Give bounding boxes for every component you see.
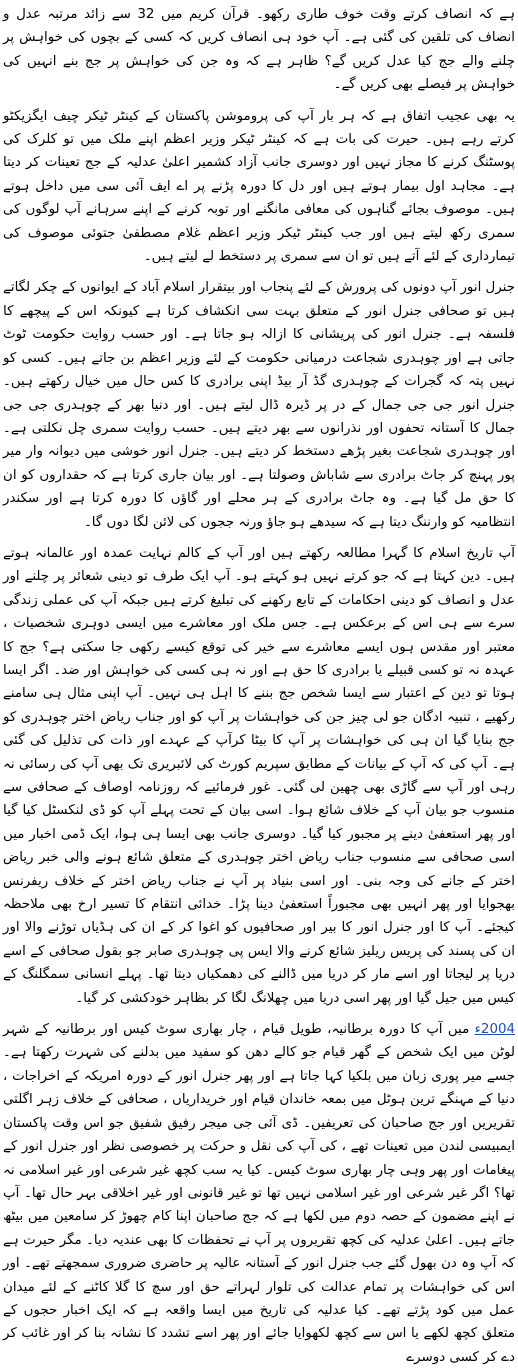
article-paragraph: آپ تاریخ اسلام کا گہرا مطالعہ رکھتے ہیں اور آپ کے کالم نہایت عمدہ اور عالمانہ ہوتے ہیں۔ دین کہتا ہے کہ جو کرتے نہیں ہو کہتے ہو۔ آپ ایک طرف تو دینی شعائر پر چلنے اور عدل و انصاف کو دینی احکامات کے تابع رکھنے کی تبلیغ کرتے ہیں جبکہ آپ کی عملی زندگی سرے سے ہی اس کے برعکس ہے۔ جس ملک اور معاشرے میں ایسی دوہری شخصیات ، معتبر اور مقدس ہوں ایسے معاشرے سے خیر کی توقع کیسے رکھی جا سکتی ہے؟ جج کا عہدہ نہ تو کسی قبیلے یا برادری کا حق ہے اور نہ ہی کسی کی خواہش اور ضد۔ اگر ایسا ہوتا تو دین کے اعتبار سے ایسا شخص جج بننے کا اہل ہی نہیں۔ آپ اپنی مثال ہی سامنے رکھیے ، تنبیہ ادگان جو لی چیز جن کی خواہشات پر آپ کو اور جناب ریاض اختر چوہدری کو جج بنایا گیا ان ہی کی خواہشات پر آپ کا بیٹا کرآپ کے عہدے اور ذات کی تذلیل کی گئی ہے۔ آپ کی کہ آپ کے بیانات کے مطابق سپریم کورٹ کی لائبریری تک بھی آپ کی رسائی نہ رہی اور آپ سے گاڑی بھی چھین لی گئی۔ غور فرمائیے کہ روزنامہ اوصاف کے صحافی سے منسوب جو بیان آپ کے خلاف شائع ہوا۔ اسی بیان کے تحت پہلے آپ کو ڈی لنکسٹل کیا گیا اور پھر استعفیٰ دینے پر مجبور کیا گیا۔ دوسری جانب بھی ایسا ہی ہوا، ایک ڈمی اخبار میں اسی صحافی سے منسوب جناب ریاض اختر چوہدری کے متعلق شائع ہونے والی خبر ریاض اختر کے جانے کی وجہ بنی۔ اور اسی بنیاد پر آپ نے جناب ریاض اختر کے خلاف ریفرنس بھجوایا اور پھر انہیں بھی مجبوراً استعفیٰ دینا پڑا۔ خدائی انتقام کا تسیر ارخ بھی ملاحظہ کیجئے۔ آپ کا اور جنرل انور کا بیر اور صحافیوں کو اغوا کر کے ان کی ہڈیاں توڑنے والا اور ان کی پسند کی پریس ریلیز شائع کرنے والا ایس پی چوہدری صابر جو بقول صحافی کے اسے دریا پر لیجاتا اور اسے مار کر دریا میں ڈالنے کی دھمکیاں دیتا تھا۔ پہلے انسانی سمگلنگ کے کیس میں جیل گیا اور پھر اسی دریا میں چھلانگ لگا کر بظاہر خودکشی کر گیا۔ [3,545,515,1006]
article-paragraph: یہ بھی عجیب اتفاق ہے کہ ہر بار آپ کی پروموشن پاکستان کے کینٹر ٹیکر چیف ایگزیکٹو کرتے رہے ہیں۔ حیرت کی بات ہے کہ کینٹر ٹیکر وزیر اعظم اپنے ملک میں تو کلرک کی پوسٹنگ کرنے کا مجاز نہیں اور دوسری جانب آزاد کشمیر اعلیٰ عدلیہ کے جج تعینات کر دیتا ہے۔ مجاہد اول بیمار ہوتے ہیں اور دل کا دورہ پڑنے پر اے ایف آئی سی میں داخل ہوتے ہیں۔ موصوف بجائے گناہوں کی معافی مانگنے اور توبہ کرنے کے اپنے سرہانے آپ لوگوں کی سمری رکھ لیتے ہیں اور جب کینٹر ٹیکر وزیر اعظم غلام مصطفیٰ جتوئی موصوف کی تیمارداری کے لئے آتے ہیں تو ان سے سمری پر دستخط لے لیتے ہیں۔ [3,108,515,265]
highlighted-year[interactable]: 2004ء [474,1022,515,1038]
article-paragraph: جنرل انور آپ دونوں کی پرورش کے لئے پنجاب اور بیتقرار اسلام آباد کے ایوانوں کے چکر لگاتے ہیں تو صحافی جنرل انور کے متعلق بہت سی انکشاف کرتا ہے کیونکہ اس کے پیچھے کا فلسفہ ہے۔ جنرل انور کی پریشانی کا ازالہ ہو جاتا ہے۔ اور حسب روایت حکومت ٹوٹ جاتی ہے اور چوہدری شجاعت درمیانی حکومت کے لئے وزیر اعظم بن جاتے ہیں۔ کسی کو نہیں پتہ کہ گجرات کے چوہدری گڈ آر بیڈ اپنی برادری کا کس حال میں خیال رکھتے ہیں۔ جنرل انور جی جی جمال کے در پر ڈیرہ ڈال لیتے ہیں۔ اور دنیا بھر کے چوہدری جی جی جمال کا آستانہ تحفوں اور نذرانوں سے بھر دیتے ہیں۔ حسب روایت سمری چل نکلتی ہے۔ اور چوہدری شجاعت بغیر پڑھے دستخط کر دیتے ہیں۔ جنرل انور خوشی میں دیوانہ وار میر پور پہنچ کر جاٹ برادری سے شاباش وصولتا ہے۔ اور بیان جاری کرتا ہے کہ حقداروں کو ان کا حق مل گیا ہے۔ وہ جاٹ برادری کے ہر محلے اور گاؤں کا دورہ کرتا ہے اور سکندر انتظامیہ کو وارننگ دیتا ہے کہ سیدھے ہو جاؤ ورنہ ججوں کی لائن لگا دوں گا۔ [3,280,515,530]
article-column [3,3,515,1365]
article-paragraph-rest: میں آپ کا دورہ برطانیہ، طویل قیام ، چار بھاری سوٹ کیس اور برطانیہ کے شہر لوٹن میں ایک شخص کے گھر قیام جو کالے دھن کو سفید میں بدلنے کی شہرت رکھتا ہے۔ جسے میر پوری زبان میں بلکیا کہا جاتا ہے اور پھر جنرل انور کے دورہ امریکہ کے اخراجات ، دنیا کے مہنگے ترین ہوٹل میں بمعہ خاندان قیام اور خریداریاں ، صحافی کے خلاف زہر اگلتی تقریریں اور جج صاحبان کی تعریفیں۔ ڈی آئی جی میجر رفیق شفیق جو اس وقت پاکستان ایمبیسی لندن میں تعینات تھے ، کی آپ کی نقل و حرکت پر خصوصی نظر اور جنرل انور کے پیغامات اور پھر وہی چار بھاری سوٹ کیس۔ کیا یہ سب کچھ غیر شرعی اور غیر اسلامی نہ تھا؟ اگر غیر شرعی اور غیر اسلامی نہیں تھا تو غیر قانونی اور غیر اخلاقی بہر حال تھا۔ آپ نے اپنے مضمون کے حصہ دوم میں لکھا ہے کہ جج صاحبان اپنا کام چھوڑ کر سامعین میں بیٹھ جاتے ہیں۔ اعلیٰ عدلیہ کی کچھ تقریروں پر آپ نے تحفظات کا بھی عندیہ دیا۔ مگر حیرت ہے کہ آپ وہ دن بھول گئے جب جنرل انور کے آستانہ عالیہ پر حاضری ضروری سمجھتے تھے۔ اور اس کی خواہشات پر تمام عدالت کی تلوار لہراتے حق اور سچ کا گلا کاٹنے کے لئے میدان عمل میں کود پڑتے تھے۔ کیا عدلیہ کی تاریخ میں ایسا واقعہ ہے کہ ایک اخبار حجوں کے متعلق کچھ لکھے یا اس سے کچھ لکھوایا جائے اور پھر اسے تشدد کا نشانہ بنا کر اور غائب کر دے کر کسی دوسرے [3,1022,515,1365]
article-paragraph-with-year [3,1018,515,1369]
article-paragraph: ہے کہ انصاف کرتے وقت خوف طاری رکھو۔ قرآن کریم میں 32 سے زائد مرتبہ عدل و انصاف کی تلقین کی گئی ہے۔ آپ خود ہی انصاف کریں کہ کسی کے بچوں کی خواہش پر چلنے والے جج کیا عدل کریں گے؟ ظاہر ہے کہ وہ جن کی خواہش پر جج بنے انہیں کی خواہش پر فیصلے بھی کریں گے۔ [3,7,515,93]
